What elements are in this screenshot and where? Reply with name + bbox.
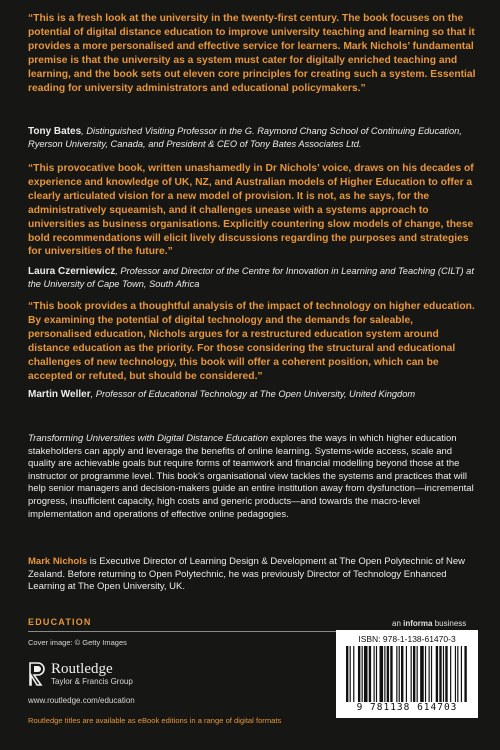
book-title: Transforming Universities with Digital Distance Education [28, 433, 269, 444]
publisher-url: www.routledge.com/education [28, 696, 135, 705]
barcode-icon [346, 646, 468, 702]
publisher-name: Routledge [51, 660, 113, 677]
endorser-name-1: Tony Bates [28, 126, 82, 137]
book-description-text: explores the ways in which higher education stakeholders can apply and leverage the benefits of online learning. Systems-wide access, scale and quality are achievable goals but require forms of teamwork and financial modelling beyond those at the instructor or programme level. This book’s organisational view tackles the systems and practices that will help senior managers and decision-makers guide an entire institution away from dysfunction—incremental progress, insufficient capacity, high costs and generic products—and towards the macro-level implementation and operations of effective online pedagogies. [28, 433, 474, 520]
isbn-barcode [336, 630, 478, 718]
author-bio-text: is Executive Director of Learning Design & Development at The Open Polytechnic of New Zealand. Before returning to Open Polytechnic, he was previously Director of Technology Enhanced Learning at The Open University, UK. [28, 556, 466, 593]
endorser-name-3: Martin Weller [28, 389, 91, 400]
endorsement-attribution-2 [28, 265, 478, 291]
endorser-affiliation-2: , Professor and Director of the Centre for Innovation in Learning and Teaching (CILT) at the University of Cape Town, South Africa [28, 266, 474, 289]
routledge-logo-icon [28, 661, 46, 687]
barcode-digits: 9 781138 614703 [356, 702, 458, 713]
author-name: Mark Nichols [28, 556, 88, 567]
author-bio [28, 556, 478, 594]
publisher-logo [28, 657, 133, 691]
book-description [28, 433, 478, 521]
endorser-affiliation-1: , Distinguished Visiting Professor in the G. Raymond Chang School of Continuing Education, Ryerson University, Canada, and President & CEO of Tony Bates Associates Ltd. [28, 126, 462, 149]
informa-business-tag [392, 619, 466, 628]
cover-image-credit: Cover image: © Getty Images [28, 638, 127, 647]
publisher-group: Taylor & Francis Group [51, 676, 133, 686]
informa-suffix: business [432, 619, 467, 628]
informa-prefix: an [392, 619, 404, 628]
ebook-note: Routledge titles are available as eBook editions in a range of digital formats [28, 716, 282, 725]
informa-brand: informa [403, 619, 433, 628]
endorser-name-2: Laura Czerniewicz [28, 266, 116, 277]
subject-category: EDUCATION [28, 617, 92, 627]
endorsement-attribution-3 [28, 388, 478, 401]
isbn-label: ISBN: 978-1-138-61470-3 [358, 634, 456, 644]
endorsement-attribution-1 [28, 125, 478, 151]
endorsement-quote-1: “This is a fresh look at the university in the twenty-first century. The book focuses on the potential of digital distance education to improve university teaching and learning so that it provides a more personalised and effective service for learners. Mark Nichols’ fundamental premise is that the university as a system must cater for digitally enriched teaching and learning, and the book sets out eleven core principles for creating such a system. Essential reading for university administrators and educational policymakers.” [28, 13, 476, 94]
endorser-affiliation-3: , Professor of Educational Technology at The Open University, United Kingdom [90, 389, 416, 399]
endorsement-quote-3: “This book provides a thoughtful analysis of the impact of technology on higher education. By examining the potential of digital technology and the demands for saleable, personalised education, Nichols argues for a restructured education system around distance education as the priority. For those considering the structural and educational challenges of new technology, this book will offer a coherent position, which can be accepted or refuted, but should be considered.” [28, 301, 475, 382]
endorsement-quote-2: “This provocative book, written unashamedly in Dr Nichols’ voice, draws on his decades of experience and knowledge of UK, NZ, and Australian models of Higher Education to offer a clearly articulated vision for a new model of provision. It is not, as he says, for the administratively squeamish, and it challenges unease with a systems approach to universities as business organisations. Explicitly countering slow models of change, these bold recommendations will elicit lively discussions regarding the purposes and strategies for universities of the future.” [28, 163, 474, 258]
